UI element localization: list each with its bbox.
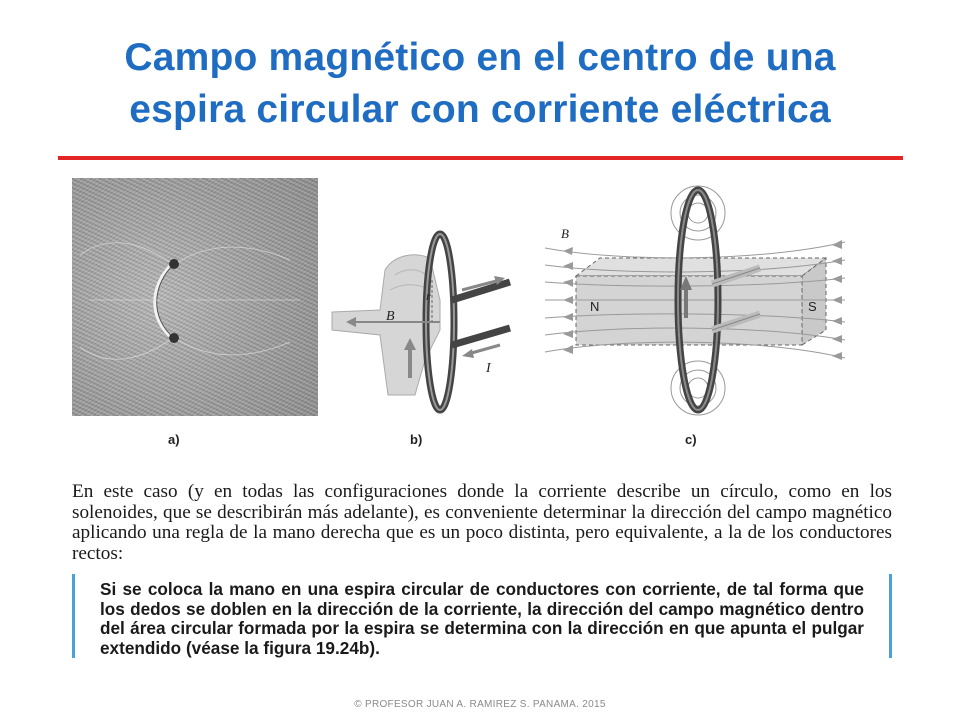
footer-credit: © PROFESOR JUAN A. RAMIREZ S. PANAMA. 2015 bbox=[354, 699, 606, 710]
b-radius-label: r bbox=[426, 289, 431, 303]
title-line-2: espira circular con corriente eléctrica bbox=[129, 88, 831, 131]
c-field-label: B bbox=[561, 226, 569, 241]
hand-loop-diagram bbox=[332, 234, 510, 410]
south-pole-label: S bbox=[808, 299, 817, 314]
b-current-label: I bbox=[486, 361, 491, 376]
photo-loop bbox=[80, 243, 300, 360]
figure-label-c: c) bbox=[685, 432, 697, 447]
figure-label-b: b) bbox=[410, 432, 423, 447]
title-line-1: Campo magnético en el centro de una bbox=[124, 36, 836, 79]
figure-label-a: a) bbox=[168, 432, 180, 447]
b-field-label: B bbox=[386, 309, 395, 324]
right-hand-rule-text: Si se coloca la mano en una espira circular de conductores con corriente, de tal forma que los dedos se doblen en la dirección de la corriente, la dirección del campo magnético dentro del área circular formada por la espira se determina con la dirección en que apunta el pulgar extendido (véase la figura 19.24b). bbox=[100, 579, 864, 658]
explanation-paragraph: En este caso (y en todas las configuraciones donde la corriente describe un círculo, como en los solenoides, que se describirán más adelante), es conveniente determinar la dirección del campo magnético aplicando una regla de la mano derecha que es un poco distinta, pero equivalente, a la de los conductores rectos: bbox=[72, 481, 892, 564]
north-pole-label: N bbox=[590, 299, 600, 314]
